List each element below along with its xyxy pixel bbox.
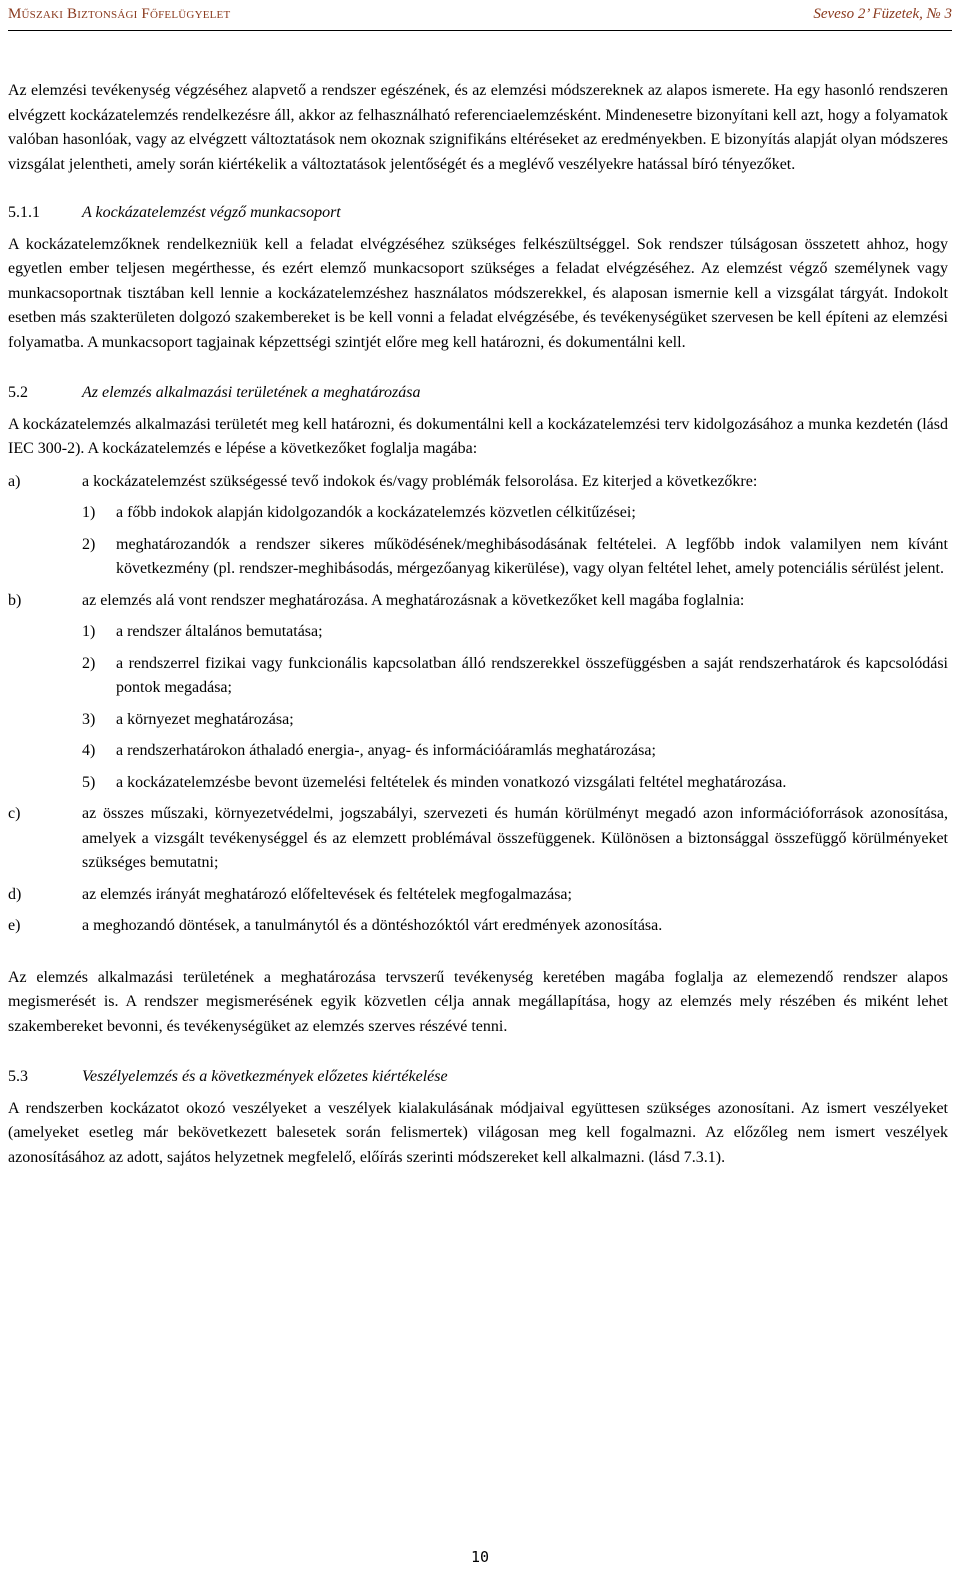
sub-item-b-4 (82, 739, 948, 764)
sub-list-marker: 5) (82, 773, 96, 791)
section-title: A kockázatelemzést végző munkacsoport (82, 204, 341, 221)
sub-list-marker: 1) (82, 504, 96, 521)
section-5-2-closing-paragraph: Az elemzés alkalmazási területének a meghatározása tervszerű tevékenység keretében magába foglalja az elemezendő rendszer alapos megismerését is. A rendszer megismerésének egyik közvetlen célja annak megállapítása, hogy az elemzés mely részében és miként lehet szakembereket bevonni, és tevékenységüket az elemzés szerves részévé tenni. (8, 968, 948, 1035)
sub-list-marker: 4) (82, 742, 96, 759)
section-title: Veszélyelemzés és a következmények előzetes kiértékelése (82, 1068, 448, 1085)
list-marker: a) (8, 472, 21, 490)
page-number: 10 (470, 1548, 490, 1566)
sub-item-text: a kockázatelemzésbe bevont üzemelési feltételek és minden vonatkozó vizsgálati feltétel meghatározása. (116, 773, 787, 791)
section-heading-5-2 (8, 381, 948, 406)
sub-list-marker: 3) (82, 710, 96, 728)
list-item-text: a meghozandó döntések, a tanulmánytól és a döntéshozóktól várt eredmények azonosítása. (82, 917, 663, 934)
section-number: 5.2 (8, 384, 28, 401)
header-organization: Műszaki Biztonsági Főfelügyelet (8, 6, 231, 22)
list-marker: c) (8, 805, 21, 822)
sub-item-b-2 (82, 652, 948, 701)
sub-item-text: meghatározandók a rendszer sikeres működésének/meghibásodásának feltételei. A legfőbb indok valamilyen nem kívánt következmény (pl. rendszer-meghibásodás, mérgezőanyag kikerülése), vagy olyan feltétel lehet, amely potenciális sérülést jelent. (116, 535, 948, 577)
section-title: Az elemzés alkalmazási területének a meghatározása (82, 384, 421, 401)
section-5-3-paragraph: A rendszerben kockázatot okozó veszélyeket a veszélyek kialakulásának módjaival együttesen szükséges azonosítani. Az ismert veszélyeket (amelyeket esetleg már bekövetkezett balesetek során felismertek) világosan meg kell fogalmazni. Az előzőleg nem ismert veszélyek azonosításához az adott, sajátos helyzetnek megfelelő, előírás szerinti módszereket kell alkalmazni. (lásd 7.3.1). (8, 1099, 948, 1166)
sub-item-b-1 (82, 620, 948, 645)
section-number: 5.3 (8, 1068, 28, 1085)
sub-item-a-1 (82, 501, 948, 526)
list-item-text: a kockázatelemzést szükségessé tevő indokok és/vagy problémák felsorolása. Ez kiterjed a következőkre: (82, 472, 758, 490)
list-marker: e) (8, 917, 21, 934)
sub-item-text: a rendszerhatárokon áthaladó energia-, anyag- és információáramlás meghatározása; (116, 742, 656, 759)
sub-item-text: a rendszer általános bemutatása; (116, 623, 323, 640)
list-item-text: az elemzés alá vont rendszer meghatározása. A meghatározásnak a következőket kell magába foglalnia: (82, 591, 745, 609)
list-marker: b) (8, 591, 22, 609)
list-item-c (8, 802, 948, 876)
section-number: 5.1.1 (8, 204, 40, 221)
section-5-1-1-paragraph: A kockázatelemzőknek rendelkezniük kell a feladat elvégzéséhez szükséges felkészültséggel. Sok rendszer túlságosan összetett ahhoz, hogy egyetlen ember teljesen megérthesse, és ezért elemző munkacsoport szükséges a feladat elvégzéséhez. Az elemzést végző személynek vagy munkacsoportnak tisztában kell lennie a kockázatelemzéshez használatos módszerekkel, és alaposan ismernie kell a vizsgálat tárgyát. Indokolt esetben más szakterületen dolgozó szakembereket is be kell vonni a feladat elvégzésébe, és tevékenységüket szervesen be kell építeni az elemzési folyamatba. A munkacsoport tagjainak képzettségi szintjét előre meg kell határozni, és dokumentálni kell. (8, 235, 948, 351)
list-item-e (8, 914, 948, 939)
sub-item-a-2 (82, 533, 948, 582)
sub-item-text: a környezet meghatározása; (116, 710, 294, 728)
sub-list-marker: 2) (82, 535, 96, 553)
header-series: Seveso 2’ Füzetek, № 3 (813, 6, 952, 22)
list-marker: d) (8, 885, 22, 903)
list-item-d (8, 883, 948, 908)
sub-list-marker: 1) (82, 623, 96, 640)
sub-item-text: a rendszerrel fizikai vagy funkcionális kapcsolatban álló rendszerekkel összefüggésben a saját rendszerhatárok és kapcsolódási pontok megadása; (116, 654, 948, 696)
list-item-text: az elemzés irányát meghatározó előfeltevések és feltételek megfogalmazása; (82, 885, 572, 903)
sub-item-b-5 (82, 771, 948, 796)
intro-paragraph: Az elemzési tevékenység végzéséhez alapvető a rendszer egészének, és az elemzési módszereknek az alapos ismerete. Ha egy hasonló rendszeren elvégzett kockázatelemzés rendelkezésre áll, akkor az felhasználható referenciaelemzésként. Mindenesetre bizonyítani kell azt, hogy a folyamatok valóban hasonlóak, vagy az elvégzett változtatások nem okoznak szignifikáns eltéréseket az eredményekben. E bizonyítás alapját olyan módszeres vizsgálat jelentheti, amely során kiértékelik a változtatások jelentőségét és a meglévő veszélyekre hatással bíró tényezőket. (8, 82, 948, 173)
list-item-text: az összes műszaki, környezetvédelmi, jogszabályi, szervezeti és humán körülményt megadó azon információforrások azonosítása, amelyek a vizsgált tevékenységgel és az elemzett problémával összefüggenek. Különösen a biztonsággal összefüggő körülményeket szükséges bemutatni; (82, 805, 948, 871)
sub-item-b-3 (82, 708, 948, 733)
running-header (8, 0, 952, 31)
section-5-2-paragraph: A kockázatelemzés alkalmazási területét meg kell határozni, és dokumentálni kell a kockázatelemzési terv kidolgozásához a munka kezdetén (lásd IEC 300-2). A kockázatelemzés e lépése a következőket foglalja magába: (8, 415, 948, 457)
list-item-b (8, 589, 948, 614)
sub-item-text: a főbb indokok alapján kidolgozandók a kockázatelemzés közvetlen célkitűzései; (116, 504, 636, 521)
document-body (8, 79, 948, 1170)
list-item-a (8, 470, 948, 495)
section-heading-5-1-1 (8, 201, 948, 226)
section-heading-5-3 (8, 1065, 948, 1090)
sub-list-marker: 2) (82, 654, 96, 672)
